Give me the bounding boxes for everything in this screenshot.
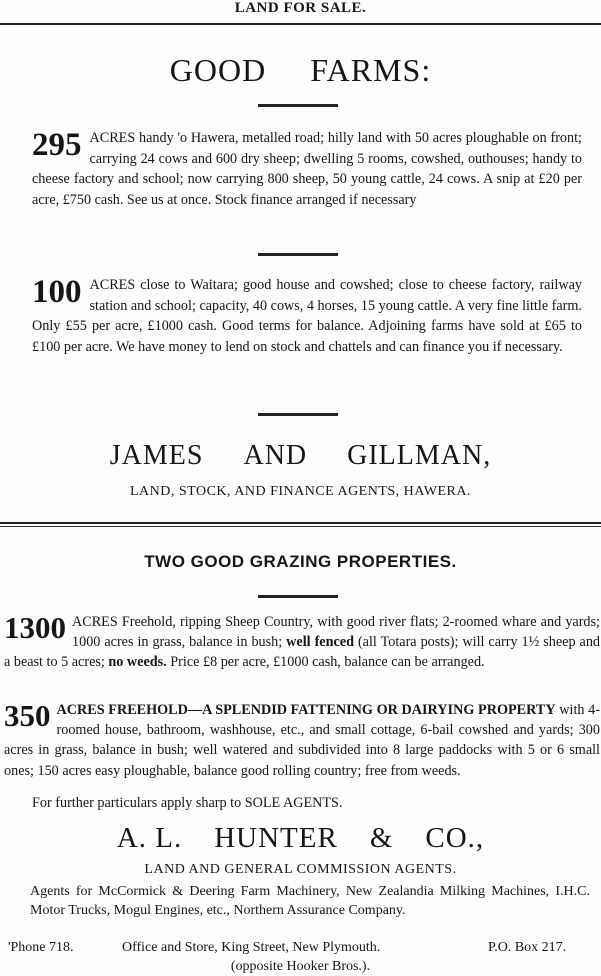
section2-title: TWO GOOD GRAZING PROPERTIES. (144, 552, 457, 571)
section-rule (0, 522, 601, 524)
listing-295 (32, 128, 582, 210)
firm-subtitle: LAND, STOCK, AND FINANCE AGENTS, HAWERA. (129, 484, 471, 499)
listing-text: ACRES Freehold, ripping Sheep Country, with good river flats; 2-roomed whare and yards; 1000 acres in grass, balance in bush; (72, 614, 600, 651)
firm-name-hunter (0, 822, 601, 855)
listing-emphasis: well fenced (286, 634, 354, 651)
firm-word: A. L. (116, 822, 183, 854)
further-particulars: For further particulars apply sharp to SOLE AGENTS. (32, 795, 343, 811)
title-word-1: GOOD (169, 52, 267, 88)
opposite-note: (opposite Hooker Bros.). (230, 959, 371, 974)
listing-text: ACRES close to Waitara; good house and cowshed; close to cheese factory, railway station and school; capacity, 40 cows, 4 horses, 15 young cattle. A very fine little farm. Only £55 per acre, £1000 cash. Good terms for balance. Adjoining farms have sold at £65 to £100 per acre. We have money to lend on stock and chattels and can finance you if necessary. (32, 277, 582, 355)
firm-word: CO., (425, 822, 485, 854)
po-box: P.O. Box 217. (488, 940, 567, 955)
firm-word: & (369, 822, 394, 854)
footer-line (8, 940, 598, 958)
divider (258, 413, 338, 416)
divider (258, 595, 338, 598)
title-word-2: FARMS: (310, 52, 432, 88)
listing-number: 350 (4, 698, 51, 733)
section-rule (0, 526, 601, 527)
agents-text: Agents for McCormick & Deering Farm Machinery, New Zealandia Milking Machines, I.H.C. Motor Trucks, Mogul Engines, etc., Northern Assurance Company. (30, 884, 590, 918)
page-header: LAND FOR SALE. (234, 0, 367, 16)
firm-word: AND (243, 440, 308, 471)
firm-subtitle: LAND AND GENERAL COMMISSION AGENTS. (144, 862, 457, 877)
listing-number: 100 (32, 274, 82, 310)
office-address: Office and Store, King Street, New Plymouth. (122, 940, 381, 955)
listing-number: 1300 (4, 610, 66, 645)
listing-100 (32, 275, 582, 357)
listing-1300 (4, 612, 600, 673)
section1-title (0, 52, 601, 89)
listing-350 (4, 700, 600, 781)
divider (258, 104, 338, 107)
phone-number: 'Phone 718. (8, 940, 74, 955)
header-rule (0, 23, 601, 25)
listing-emphasis: ACRES FREEHOLD—A SPLENDID FATTENING OR DAIRYING PROPERTY (56, 702, 556, 718)
firm-word: JAMES (109, 440, 204, 471)
listing-emphasis: no weeds. (108, 654, 167, 671)
firm-name-james-gillman (0, 440, 601, 472)
firm-word: HUNTER (214, 822, 338, 854)
firm-word: GILLMAN, (347, 440, 492, 471)
listing-text: with 4-roomed house, bathroom, washhouse, etc., and small cottage, 6-bail cowshed and yards; 300 acres in grass, balance in bush; well watered and subdivided into 8 large paddocks with 5 or 6 small ones; 150 acres easy ploughable, balance good rolling country; free from weeds. (4, 702, 600, 779)
divider (258, 253, 338, 256)
listing-number: 295 (32, 127, 82, 163)
listing-text: Price £8 per acre, £1000 cash, balance can be arranged. (170, 654, 485, 671)
listing-text: ACRES handy 'o Hawera, metalled road; hilly land with 50 acres ploughable on front; carrying 24 cows and 600 dry sheep; dwelling 5 rooms, cowshed, outhouses; handy to cheese factory and school; now carrying 800 sheep, 50 young cattle, 24 cows. A snip at £20 per acre, £750 cash. See us at once. Stock finance arranged if necessary (32, 130, 582, 208)
listing-text: (all Totara posts); will carry 1½ sheep and a beast to 5 acres; (4, 634, 601, 671)
